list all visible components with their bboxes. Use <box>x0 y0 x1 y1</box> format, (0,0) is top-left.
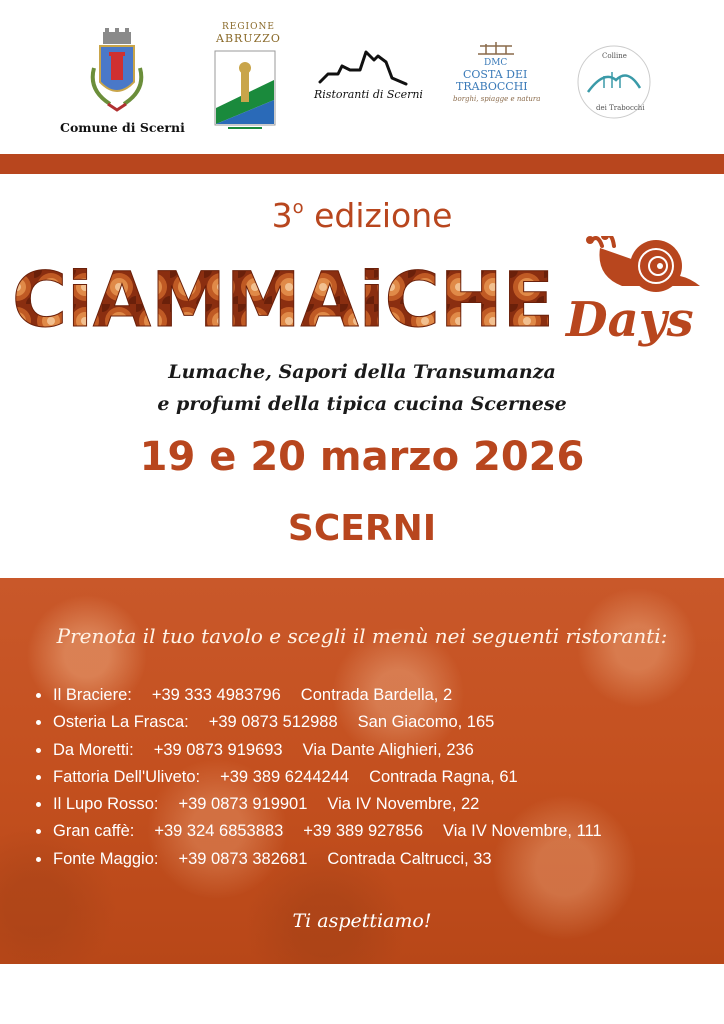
restaurant-address: San Giacomo, 165 <box>357 713 495 732</box>
restaurant-name: Fonte Maggio: <box>53 849 159 868</box>
restaurant-phone[interactable]: +39 324 6853883 <box>154 822 284 841</box>
costa-label-line2: TRABOCCHI <box>456 80 528 93</box>
comune-crest-icon <box>86 28 148 120</box>
ristoranti-label: Ristoranti di Scerni <box>314 88 423 101</box>
edition-word: edizione <box>314 196 453 235</box>
restaurant-item <box>36 818 602 845</box>
edition-label <box>0 196 724 235</box>
restaurant-address: Contrada Caltrucci, 33 <box>327 849 492 868</box>
regione-abruzzo-emblem-icon <box>214 50 276 132</box>
regione-label-line2: ABRUZZO <box>216 32 281 45</box>
bullet-icon <box>36 748 41 753</box>
restaurant-list <box>36 682 602 873</box>
snail-icon <box>586 236 700 292</box>
restaurant-phone[interactable]: +39 389 6244244 <box>220 767 350 786</box>
regione-label-line1: REGIONE <box>222 22 275 32</box>
restaurant-address: Via IV Novembre, 111 <box>443 822 602 841</box>
restaurant-address: Contrada Bardella, 2 <box>300 686 453 704</box>
subtitle-line2: e profumi della tipica cucina Scernese <box>157 393 567 415</box>
booking-heading: Prenota il tuo tavolo e scegli il menù nei seguenti ristoranti: <box>56 624 668 648</box>
trabocco-icon <box>476 40 516 58</box>
bullet-icon <box>36 693 41 698</box>
ristoranti-skyline-icon <box>316 44 412 88</box>
restaurant-name: Da Moretti: <box>53 740 134 759</box>
bullet-icon <box>36 720 41 725</box>
restaurant-name: Il Lupo Rosso: <box>53 795 159 814</box>
costa-label-line1: COSTA DEI <box>463 68 528 81</box>
restaurant-phone[interactable]: +39 0873 919901 <box>178 795 308 814</box>
restaurant-name: Fattoria Dell'Uliveto: <box>53 767 201 786</box>
event-dates: 19 e 20 marzo 2026 <box>139 434 585 480</box>
bullet-icon <box>36 775 41 780</box>
restaurant-name: Osteria La Frasca: <box>53 713 189 732</box>
restaurant-phone[interactable]: +39 0873 919693 <box>153 740 283 759</box>
restaurant-name: Il Braciere: <box>53 686 132 704</box>
dmc-label: DMC <box>484 58 508 68</box>
restaurant-item <box>36 682 602 709</box>
edition-number: 3 <box>271 196 293 235</box>
event-title-logo <box>0 236 724 348</box>
restaurant-address: Via Dante Alighieri, 236 <box>302 740 474 759</box>
event-title: CiAMMAiCHE <box>12 255 554 344</box>
costa-tagline: borghi, spiagge e natura <box>453 95 541 103</box>
subtitle-line1: Lumache, Sapori della Transumanza <box>168 361 556 383</box>
comune-caption: Comune di Scerni <box>60 120 185 135</box>
event-days: Days <box>566 292 694 348</box>
restaurant-name: Gran caffè: <box>53 822 135 841</box>
logo-bar <box>0 0 724 150</box>
colline-label-top: Colline <box>602 52 627 60</box>
restaurant-item <box>36 737 602 764</box>
edition-suffix: o <box>292 197 304 218</box>
restaurant-phone[interactable]: +39 0873 382681 <box>178 849 308 868</box>
top-accent-band <box>0 154 724 174</box>
bullet-icon <box>36 829 41 834</box>
restaurant-address: Via IV Novembre, 22 <box>327 795 480 814</box>
colline-label-bottom: dei Trabocchi <box>596 104 645 112</box>
event-city: SCERNI <box>287 508 437 549</box>
event-subtitle <box>0 356 724 420</box>
restaurant-phone[interactable]: +39 333 4983796 <box>151 686 281 704</box>
restaurant-item <box>36 764 602 791</box>
restaurant-item <box>36 846 602 873</box>
restaurant-item <box>36 791 602 818</box>
bullet-icon <box>36 802 41 807</box>
restaurant-phone[interactable]: +39 0873 512988 <box>208 713 338 732</box>
bullet-icon <box>36 857 41 862</box>
closing-message: Ti aspettiamo! <box>292 910 432 932</box>
restaurant-address: Contrada Ragna, 61 <box>369 767 518 786</box>
restaurant-phone-secondary[interactable]: +39 389 927856 <box>303 822 424 841</box>
restaurant-item <box>36 709 602 736</box>
booking-panel <box>0 578 724 964</box>
